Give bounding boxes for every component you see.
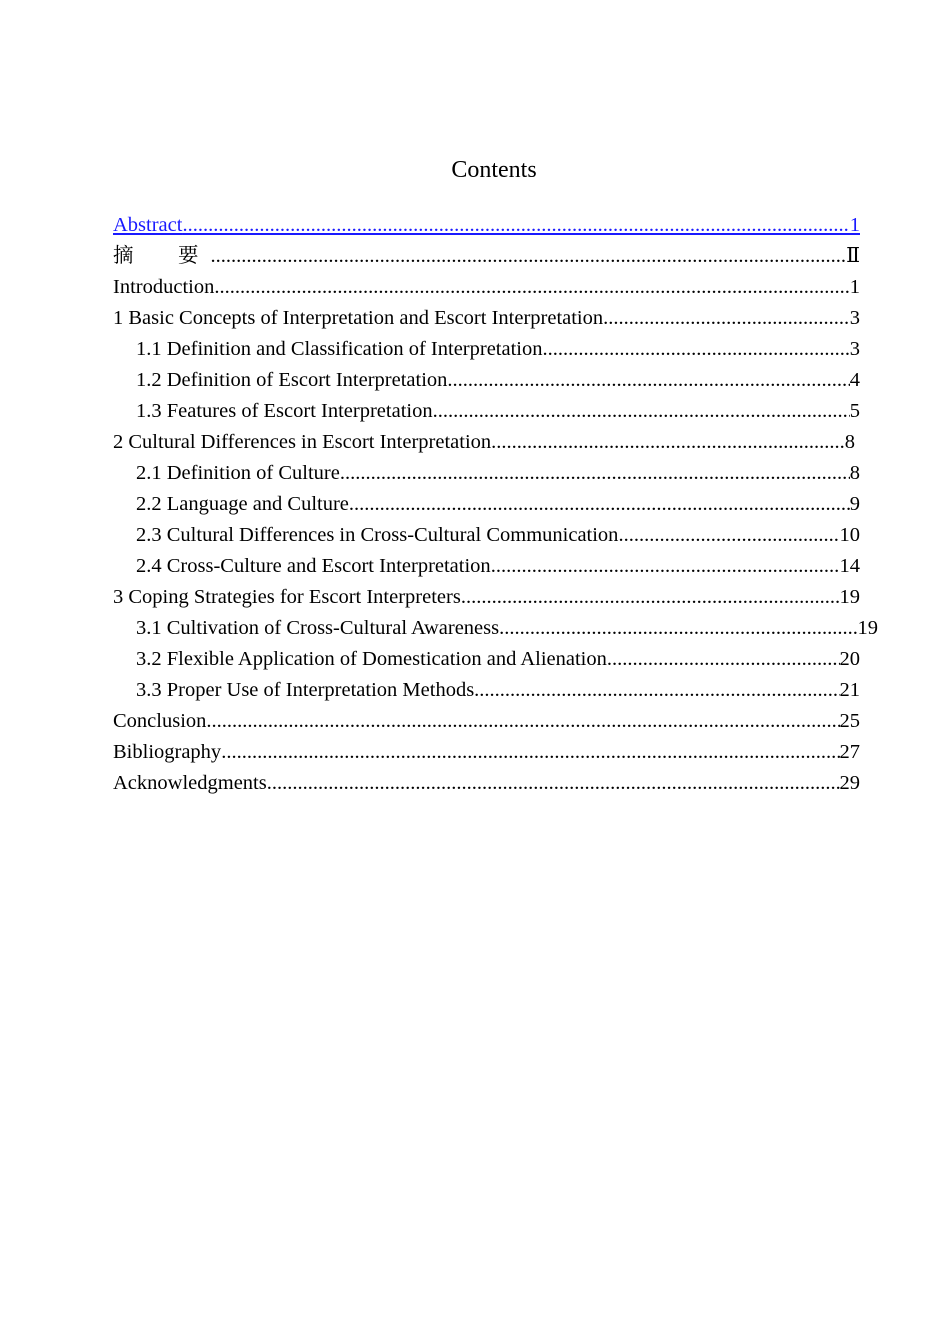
- toc-entry-page: 21: [839, 679, 860, 701]
- dot-leader: [349, 489, 850, 520]
- toc-entry-label: 3 Coping Strategies for Escort Interpreters: [113, 586, 461, 608]
- toc-entry-page: 3: [849, 338, 860, 360]
- toc-entry-label: 1 Basic Concepts of Interpretation and Escort Interpretation: [113, 307, 604, 329]
- toc-entry-label: Bibliography: [113, 741, 222, 763]
- toc-entry-label: 2.1 Definition of Culture: [136, 462, 340, 484]
- dot-leader: [221, 737, 839, 768]
- toc-entry-section-2-2[interactable]: [113, 489, 860, 520]
- dot-leader: [340, 458, 850, 489]
- toc-entry-page: 14: [839, 555, 860, 577]
- toc-entry-label: Introduction: [113, 276, 215, 298]
- toc-entry-page: 29: [839, 772, 860, 794]
- toc-entry-section-1-2[interactable]: [113, 365, 860, 396]
- dot-leader: [182, 210, 849, 241]
- toc-entry-chapter-2[interactable]: [113, 427, 855, 458]
- toc-entry-chinese-abstract[interactable]: [113, 241, 860, 272]
- dot-leader: [267, 768, 840, 799]
- table-of-contents: [113, 210, 878, 799]
- toc-entry-label: 1.2 Definition of Escort Interpretation: [136, 369, 448, 391]
- toc-entry-section-2-3[interactable]: [113, 520, 860, 551]
- toc-entry-page: 1: [849, 276, 860, 298]
- toc-entry-label: 摘 要: [113, 245, 211, 267]
- toc-entry-page: 3: [849, 307, 860, 329]
- toc-entry-label: 2 Cultural Differences in Escort Interpretation: [113, 431, 492, 453]
- toc-entry-label: 3.2 Flexible Application of Domestication and Alienation: [136, 648, 607, 670]
- toc-entry-page: 19: [839, 586, 860, 608]
- dot-leader: [607, 644, 840, 675]
- toc-entry-section-2-4[interactable]: [113, 551, 860, 582]
- dot-leader: [491, 427, 845, 458]
- toc-entry-label: 2.3 Cultural Differences in Cross-Cultural Communication: [136, 524, 619, 546]
- toc-entry-section-1-3[interactable]: [113, 396, 860, 427]
- toc-entry-page: 8: [849, 462, 860, 484]
- dot-leader: [542, 334, 849, 365]
- toc-entry-page: Ⅱ: [846, 245, 860, 267]
- toc-entry-abstract[interactable]: [113, 210, 860, 241]
- dot-leader: [206, 706, 839, 737]
- dot-leader: [491, 551, 840, 582]
- dot-leader: [447, 365, 849, 396]
- toc-entry-section-2-1[interactable]: [113, 458, 860, 489]
- toc-entry-chapter-3[interactable]: [113, 582, 860, 613]
- toc-entry-page: 5: [849, 400, 860, 422]
- toc-entry-page: 25: [839, 710, 860, 732]
- toc-entry-chapter-1[interactable]: [113, 303, 860, 334]
- toc-entry-introduction[interactable]: [113, 272, 860, 303]
- toc-entry-section-3-3[interactable]: [113, 675, 860, 706]
- toc-entry-page: 27: [839, 741, 860, 763]
- toc-entry-label: 1.1 Definition and Classification of Interpretation: [136, 338, 543, 360]
- toc-entry-label: 2.4 Cross-Culture and Escort Interpretation: [136, 555, 491, 577]
- toc-entry-page: 4: [849, 369, 860, 391]
- toc-entry-label: 1.3 Features of Escort Interpretation: [136, 400, 433, 422]
- dot-leader: [499, 613, 857, 644]
- dot-leader: [461, 582, 840, 613]
- toc-entry-page: 20: [839, 648, 860, 670]
- toc-entry-section-1-1[interactable]: [113, 334, 860, 365]
- dot-leader: [214, 272, 849, 303]
- toc-entry-page: 1: [849, 214, 860, 236]
- toc-entry-label: Abstract: [113, 214, 183, 236]
- dot-leader: [618, 520, 839, 551]
- toc-entry-page: 10: [839, 524, 860, 546]
- dot-leader: [474, 675, 839, 706]
- toc-entry-bibliography[interactable]: [113, 737, 860, 768]
- toc-entry-label: 2.2 Language and Culture: [136, 493, 349, 515]
- dot-leader: [433, 396, 850, 427]
- toc-entry-label: 3.1 Cultivation of Cross-Cultural Awareness: [136, 617, 500, 639]
- toc-entry-section-3-1[interactable]: [113, 613, 878, 644]
- toc-entry-acknowledgments[interactable]: [113, 768, 860, 799]
- toc-entry-section-3-2[interactable]: [113, 644, 860, 675]
- toc-entry-conclusion[interactable]: [113, 706, 860, 737]
- toc-entry-label: Acknowledgments: [113, 772, 267, 794]
- toc-entry-label: 3.3 Proper Use of Interpretation Methods: [136, 679, 475, 701]
- toc-entry-label: Conclusion: [113, 710, 207, 732]
- toc-entry-page: 19: [857, 617, 878, 639]
- page-title: Contents: [451, 157, 537, 183]
- toc-entry-page: 8: [844, 431, 855, 453]
- toc-entry-page: 9: [849, 493, 860, 515]
- dot-leader: [211, 241, 847, 272]
- dot-leader: [603, 303, 850, 334]
